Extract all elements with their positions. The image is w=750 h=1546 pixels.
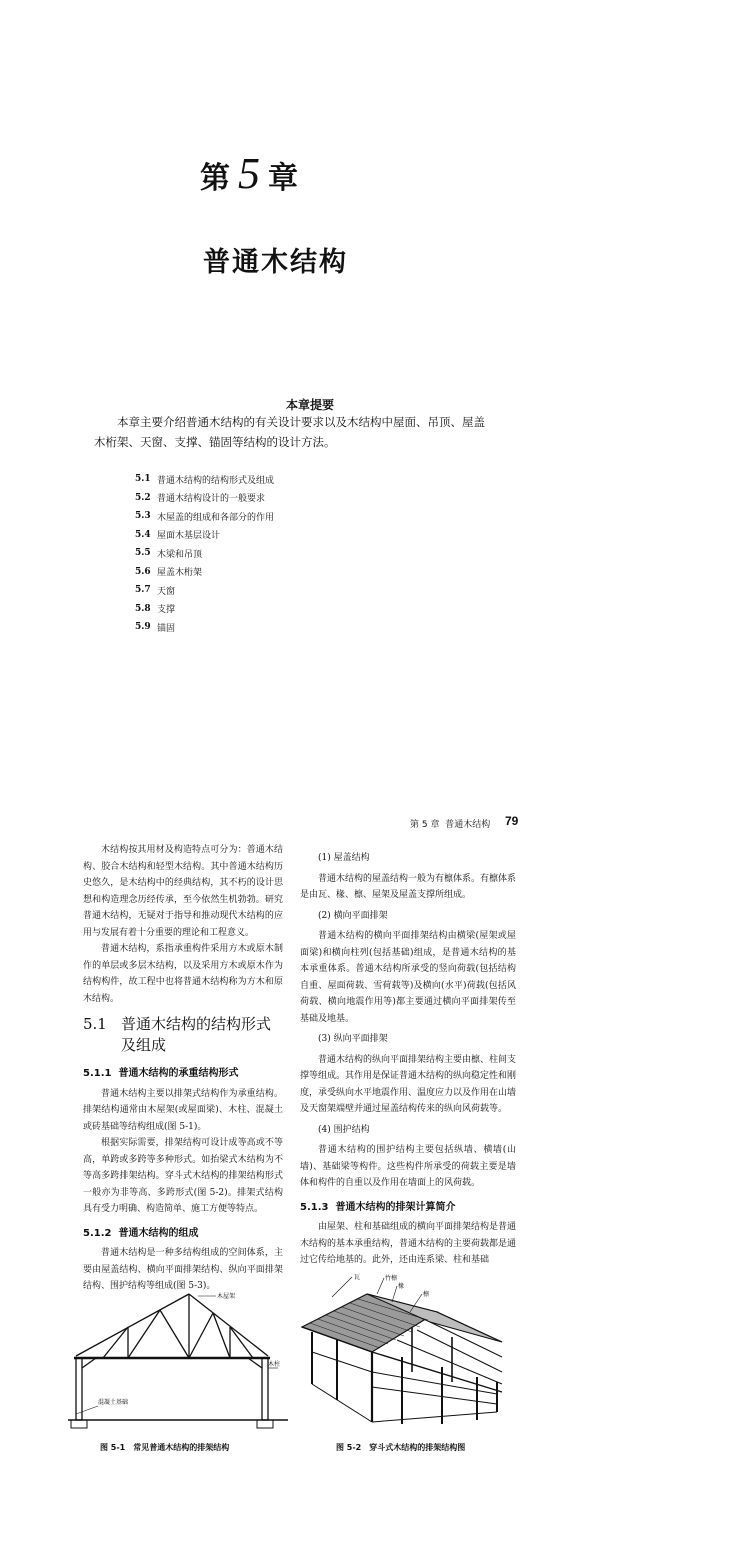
subsection-heading-5-1-2: [83, 1226, 283, 1243]
intro-paragraph: 普通木结构，系指承重构件采用方木或原木制作的单层或多层木结构，以及采用方木或原木作为结构构件，故工程中也将普通木结构称为方木和原木结构。: [83, 944, 283, 1004]
fig1-label-base: 混凝土基础: [98, 1399, 129, 1406]
toc-item: [135, 563, 274, 582]
toc-number: 5.7: [135, 585, 151, 596]
section-number: 5.1: [83, 1015, 107, 1033]
toc-item: [135, 618, 274, 637]
toc-number: 5.4: [135, 529, 151, 540]
toc-item: [135, 581, 274, 600]
left-column-post: [76, 1358, 82, 1420]
figure-5-1-frame-drawing: [68, 1286, 288, 1436]
toc-number: 5.9: [135, 622, 151, 633]
toc-number: 5.8: [135, 603, 151, 614]
toc-number: 5.6: [135, 566, 151, 577]
toc-title: 屋面木基层设计: [157, 531, 221, 542]
figure-5-1-caption: 图 5-1 常见普通木结构的排架结构: [100, 1443, 230, 1452]
chapter-subtitle: 普通木结构: [203, 247, 348, 278]
page-number: 79: [505, 814, 519, 828]
subsection-title: 普通木结构的组成: [118, 1227, 199, 1239]
paragraph: 普通木结构是一种多结构组成的空间体系，主要由屋盖结构、横向平面排架结构、纵向平面排架结构、围护结构等组成(图 5-3)。: [83, 1248, 283, 1291]
paragraph: 根据实际需要，排架结构可设计成等高或不等高，单跨或多跨等多种形式。如抬梁式木结构为不等高多跨排架结构。穿斗式木结构的排架结构形式一般亦为非等高、多跨形式(图 5-2)。排架式结构具有受力明确、构造简单、施工方便等特点。: [83, 1138, 283, 1214]
truss-top-chord-right: [189, 1294, 268, 1356]
subsection-heading-5-1-1: [83, 1066, 283, 1083]
figure-5-2-structure-drawing: [292, 1272, 518, 1437]
toc-item: [135, 470, 274, 489]
fig1-label-truss: 木屋架: [217, 1293, 236, 1300]
paragraph: 普通木结构主要以排架式结构作为承重结构。排架结构通常由木屋架(或屋面梁)、木柱、混凝土或砖基础等结构组成(图 5-1)。: [83, 1088, 283, 1132]
figure-5-2-caption: 图 5-2 穿斗式木结构的排架结构图: [336, 1443, 466, 1452]
subsection-heading-5-1-3: [300, 1200, 516, 1217]
item-heading: (4) 围护结构: [318, 1124, 370, 1135]
toc-number: 5.2: [135, 492, 151, 503]
header-chapter-name: 普通木结构: [445, 820, 491, 830]
toc-title: 支撑: [157, 605, 176, 616]
subsection-number: 5.1.3: [300, 1201, 329, 1213]
summary-text: 本章主要介绍普通木结构的有关设计要求以及木结构中屋面、吊顶、屋盖木桁架、天窗、支撑、锚固等结构的设计方法。: [94, 415, 485, 449]
left-column: [83, 842, 283, 1295]
item-heading: (1) 屋盖结构: [318, 853, 370, 863]
toc-item: [135, 507, 274, 526]
paragraph: 普通木结构的横向平面排架结构由横梁(屋架或屋面梁)和横向柱列(包括基础)组成，是普通木结构的基本承重体系。普通木结构所承受的竖向荷载(包括结构自重、屋面荷载、雪荷载等)及横向(水平)荷载(包括风荷载、横向地震作用等)都主要通过横向平面排架传至基础及地基。: [300, 931, 516, 1024]
toc-title: 天窗: [157, 586, 176, 597]
table-of-contents: [135, 470, 274, 637]
chapter-number: 5: [238, 149, 264, 198]
fig1-label-column: 木柱: [268, 1361, 281, 1368]
toc-item: [135, 544, 274, 563]
item-heading: (3) 纵向平面排架: [318, 1034, 388, 1044]
toc-item: [135, 489, 274, 508]
toc-number: 5.3: [135, 511, 151, 522]
paragraph: 普通木结构的纵向平面排架结构主要由檩、柱间支撑等组成。其作用是保证普通木结构的纵向稳定性和刚度，承受纵向水平地震作用、温度应力以及作用在山墙及天窗架端壁并通过屋盖结构传来的纵向风荷载等。: [300, 1054, 517, 1114]
toc-title: 屋盖木桁架: [157, 568, 203, 579]
section-title: 普通木结构的结构形式及组成: [121, 1015, 272, 1054]
toc-title: 木梁和吊顶: [157, 549, 203, 560]
toc-item: [135, 526, 274, 545]
fig2-label-beam: 檩: [423, 1291, 430, 1298]
header-chapter-label: 第 5 章: [410, 820, 440, 830]
section-heading-5-1: [83, 1014, 283, 1056]
subsection-title: 普通木结构的排架计算简介: [335, 1201, 456, 1213]
fig2-label-tile: 瓦: [354, 1274, 361, 1281]
toc-title: 普通木结构设计的一般要求: [157, 494, 266, 505]
toc-number: 5.5: [135, 548, 151, 559]
paragraph: 普通木结构的围护结构主要包括纵墙、横墙(山墙)、基础梁等构件。这些构件所承受的荷载主要是墙体和构件的自重以及作用在墙面上的风荷载。: [300, 1145, 516, 1188]
subsection-number: 5.1.1: [83, 1068, 112, 1079]
summary-heading: 本章提要: [285, 398, 334, 412]
item-heading: (2) 横向平面排架: [318, 910, 388, 921]
toc-title: 锚固: [157, 623, 176, 634]
intro-paragraph: 木结构按其用材及构造特点可分为：普通木结构、胶合木结构和轻型木结构。其中普通木结构历史悠久，是木结构中的经典结构，其不朽的设计思想和构造理念历经传承，至今依然生机勃勃。研究普通木结构，无疑对于指导和推动现代木结构的应用与发展有着十分重要的理论和工程意义。: [83, 845, 283, 938]
fig2-label-purlin: 竹檩: [385, 1275, 398, 1282]
paragraph: 由屋架、柱和基础组成的横向平面排架结构是普通木结构的基本承重结构，普通木结构的主要荷载都是通过它传给地基的。此外，还由连系梁、柱和基础: [300, 1222, 517, 1265]
toc-title: 木屋盖的组成和各部分的作用: [157, 512, 275, 523]
truss-top-chord-left: [76, 1294, 189, 1356]
page-header: [410, 817, 490, 830]
paragraph: 普通木结构的屋盖结构一般为有檩体系。有檩体系是由瓦、椽、檩、屋架及屋盖支撑所组成。: [300, 873, 517, 900]
toc-item: [135, 600, 274, 619]
right-column: [300, 850, 516, 1269]
toc-number: 5.1: [135, 474, 151, 485]
fig2-label-rafter: 椽: [398, 1283, 405, 1290]
subsection-title: 普通木结构的承重结构形式: [118, 1068, 239, 1079]
chapter-title: [200, 148, 360, 199]
subsection-number: 5.1.2: [83, 1227, 112, 1239]
chapter-prefix: 第: [200, 161, 234, 196]
toc-title: 普通木结构的结构形式及组成: [157, 475, 275, 486]
chapter-suffix: 章: [268, 161, 302, 196]
